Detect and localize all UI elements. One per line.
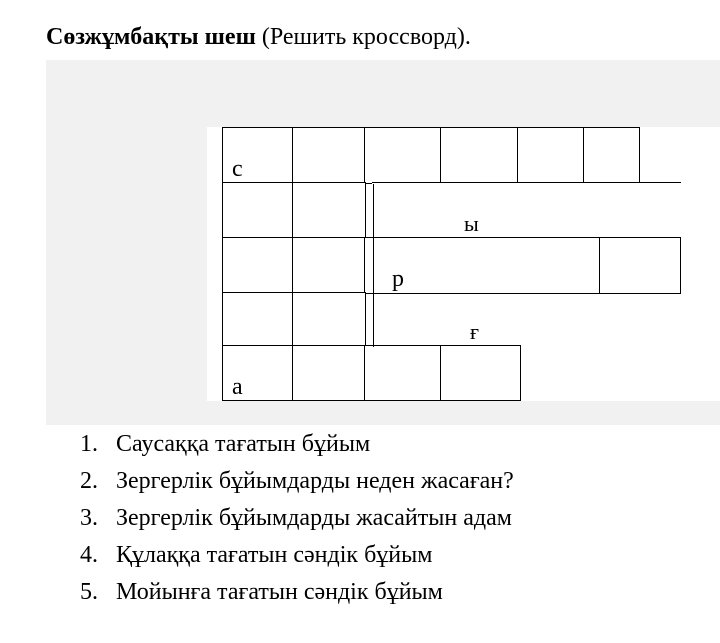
clue-item (80, 426, 514, 463)
clue-text: Зергерлік бұйымдарды неден жасаған? (116, 468, 514, 494)
crossword-cell[interactable] (292, 127, 366, 184)
crossword-cell[interactable] (222, 182, 294, 239)
crossword-cell[interactable] (222, 237, 294, 294)
crossword-cell[interactable] (292, 237, 366, 294)
clue-text: Зергерлік бұйымдарды жасайтын адам (116, 505, 512, 531)
clue-text: Құлаққа тағатын сәндік бұйым (116, 542, 433, 568)
clue-item (80, 463, 514, 500)
clue-number: 4. (80, 542, 98, 568)
crossword-cell[interactable] (292, 345, 366, 401)
crossword-cell[interactable] (599, 237, 681, 294)
crossword-cell[interactable] (517, 127, 585, 184)
crossword-letter: ғ (470, 319, 480, 344)
clue-list (80, 426, 514, 611)
clue-text: Саусаққа тағатын бұйым (116, 431, 371, 457)
crossword-cell[interactable] (583, 127, 640, 184)
clue-number: 5. (80, 579, 98, 605)
clue-number: 2. (80, 468, 98, 494)
page-title (46, 20, 471, 54)
clue-item (80, 500, 514, 537)
clue-item (80, 537, 514, 574)
crossword-cell[interactable] (292, 182, 366, 239)
clue-number: 3. (80, 505, 98, 531)
crossword-cell-open (372, 182, 681, 184)
crossword-cell[interactable] (222, 292, 294, 347)
clue-text: Мойынға тағатын сәндік бұйым (116, 579, 443, 605)
crossword-letter: с (232, 156, 243, 182)
title-bold: Сөзжұмбақты шеш (46, 24, 256, 50)
grid-divider (373, 182, 374, 347)
crossword-cell[interactable] (440, 127, 519, 184)
crossword-letter: ы (464, 211, 479, 236)
clue-number: 1. (80, 431, 98, 457)
crossword-cell[interactable] (364, 345, 442, 401)
crossword-cell[interactable] (440, 345, 521, 401)
clue-item (80, 574, 514, 611)
crossword-cell[interactable] (292, 292, 366, 347)
title-translation: (Решить кроссворд). (255, 24, 471, 50)
crossword-letter: а (232, 374, 243, 400)
crossword-letter: р (392, 266, 404, 292)
crossword-cell[interactable] (364, 127, 442, 184)
